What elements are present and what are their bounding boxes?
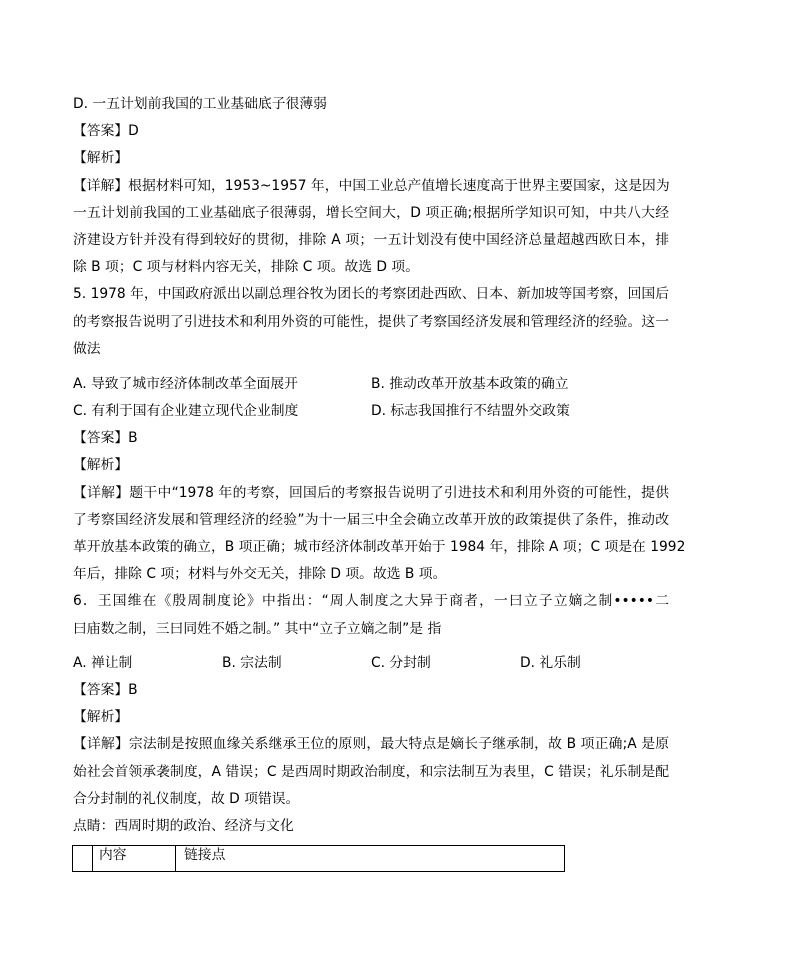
explanation-line: 了考察国经济发展和管理经济的经验”为十一届三中全会确立改革开放的政策提供了条件，推动改	[73, 511, 669, 528]
question-6-section	[73, 588, 669, 813]
explanation-line: 革开放基本政策的确立，B 项正确；城市经济体制改革开始于 1984 年，排除 A 项；C 项是在 1992	[73, 539, 686, 555]
link-table	[72, 845, 565, 872]
question-stem-line: 做法	[73, 340, 101, 357]
explanation-line: 济建设方针并没有得到较好的贯彻，排除 A 项；一五计划没有使中国经济总量超越西欧日本，排	[73, 231, 669, 248]
option-d: D. 礼乐制	[520, 654, 581, 671]
option-b: B. 宗法制	[222, 654, 282, 671]
explanation-line: 年后，排除 C 项；材料与外交无关，排除 D 项。故选 B 项。	[73, 566, 447, 583]
question-stem-line: 的考察报告说明了引进技术和利用外资的可能性，提供了考察国经济发展和管理经济的经验。这一	[73, 313, 669, 330]
explanation-line: 一五计划前我国的工业基础底子很薄弱，增长空间大，D 项正确;根据所学知识可知，中共八大经	[73, 204, 669, 221]
option-c: C. 有利于国有企业建立现代企业制度	[73, 403, 299, 420]
analysis-label: 【解析】	[73, 709, 129, 726]
option-a: A. 禅让制	[73, 654, 133, 671]
options-row	[73, 398, 669, 425]
analysis-label: 【解析】	[73, 150, 129, 167]
answer-line: 【答案】B	[73, 681, 138, 698]
question-stem-line: 5. 1978 年，中国政府派出以副总理谷牧为团长的考察团赴西欧、日本、新加坡等国考察，回国后	[73, 286, 669, 303]
question-4-section	[73, 91, 669, 281]
table-header-row	[73, 846, 565, 872]
document-page	[73, 91, 686, 872]
option-c: C. 分封制	[371, 654, 431, 671]
explanation-line: 除 B 项；C 项与材料内容无关，排除 C 项。故选 D 项。	[73, 259, 419, 276]
explanation-line: 合分封制的礼仪制度，故 D 项错误。	[73, 790, 300, 807]
table-header-link-points: 链接点	[176, 846, 565, 872]
option-d: D. 标志我国推行不结盟外交政策	[371, 403, 570, 420]
question-5-section	[73, 281, 686, 588]
question-stem-line: 6．王国维在《殷周制度论》中指出：“周人制度之大异于商者，一曰立子立嫡之制•••••二	[73, 593, 669, 610]
explanation-line: 【详解】题干中“1978 年的考察，回国后的考察报告说明了引进技术和利用外资的可能性，提供	[73, 484, 669, 501]
table-index-cell	[73, 846, 93, 872]
options-list	[73, 650, 669, 677]
explanation-line: 【详解】根据材料可知，1953~1957 年，中国工业总产值增长速度高于世界主要国家，这是因为	[73, 177, 670, 194]
explanation-line: 【详解】宗法制是按照血缘关系继承王位的原则，最大特点是嫡长子继承制，故 B 项正确;A 是原	[73, 736, 669, 753]
table-header-content: 内容	[93, 846, 176, 872]
option-b: B. 推动改革开放基本政策的确立	[371, 375, 569, 392]
note-line: 点睛：西周时期的政治、经济与文化	[73, 817, 294, 834]
option-a: A. 导致了城市经济体制改革全面展开	[73, 375, 298, 392]
options-row	[73, 371, 669, 398]
options-row	[73, 650, 669, 677]
analysis-label: 【解析】	[73, 457, 129, 474]
explanation-line: 始社会首领承袭制度，A 错误；C 是西周时期政治制度，和宗法制互为表里，C 错误；礼乐制是配	[73, 763, 669, 780]
answer-line: 【答案】B	[73, 430, 138, 447]
options-list	[73, 371, 669, 425]
answer-line: 【答案】D	[73, 123, 139, 140]
question-stem-line: 曰庙数之制，三曰同姓不婚之制。” 其中“立子立嫡之制”是 指	[73, 620, 442, 637]
option-d: D. 一五计划前我国的工业基础底子很薄弱	[73, 96, 327, 112]
